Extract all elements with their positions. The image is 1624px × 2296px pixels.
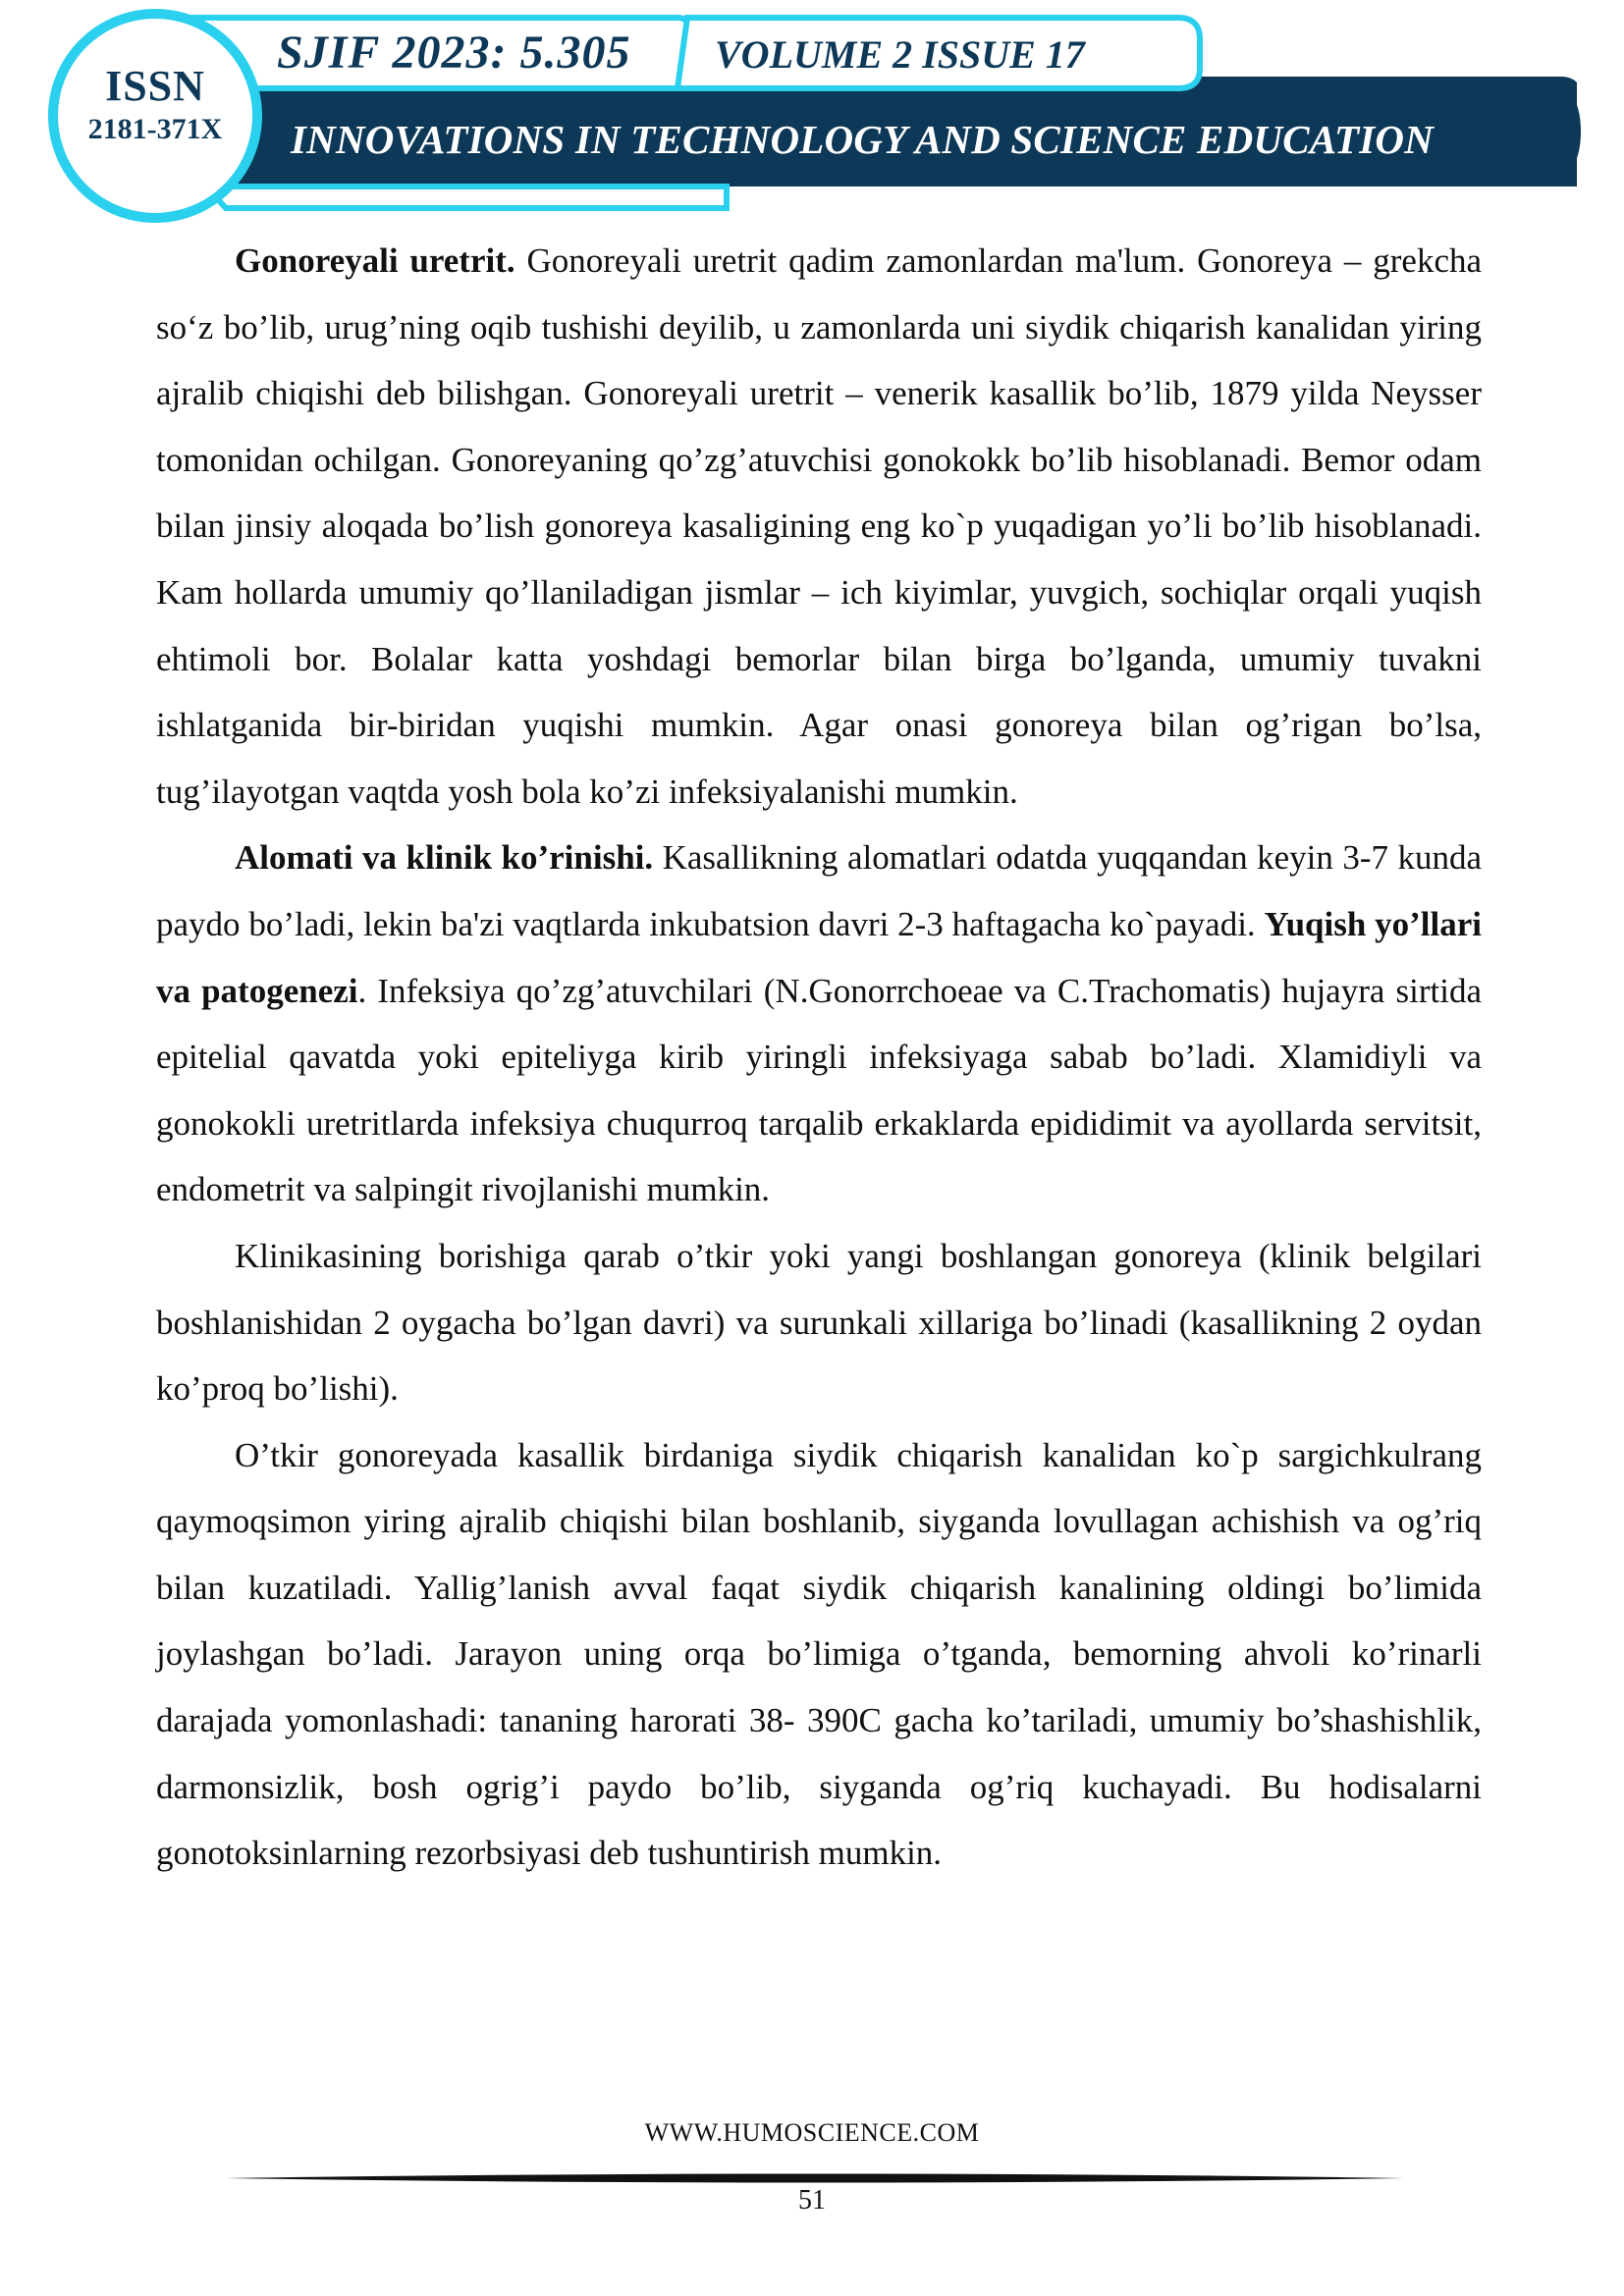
paragraph-classification: Klinikasining borishiga qarab o’tkir yoki yangi boshlangan gonoreya (klinik belgilari boshlanishidan 2 oygacha bo’lgan davri) va surunkali xillariga bo’linadi (kasallikning 2 oydan ko’proq bo’lishi). [156,1236,1482,1409]
footer-rule [226,2171,1404,2185]
issn-label: ISSN [105,62,205,110]
issn-badge [59,61,251,147]
paragraph-text: Gonoreyali uretrit qadim zamonlardan ma'lum. Gonoreya – grekcha so‘z bo’lib, urug’ning oqib tushishi deyilib, u zamonlarda uni siydik chiqarish kanalidan yiring ajralib chiqishi deb bilishgan. Gonoreyali uretrit – venerik kasallik bo’lib, 1879 yilda Neysser tomonidan ochilgan. Gonoreyaning qo’zg’atuvchisi gonokokk bo’lib hisoblanadi. Bemor odam bilan jinsiy aloqada bo’lish gonoreya kasaligining eng ko`p yuqadigan yo’li bo’lib hisoblanadi. Kam hollarda umumiy qo’llaniladigan jismlar – ich kiyimlar, yuvgich, sochiqlar orqali yuqish ehtimoli bor. Bolalar katta yoshdagi bemorlar bilan birga bo’lganda, umumiy tuvakni ishlatganida bir-biridan yuqishi mumkin. Agar onasi gonoreya bilan og’rigan bo’lsa, tug’ilayotgan vaqtda yosh bola ko’zi infeksiyalanishi mumkin. [156,241,1483,811]
article-body [156,228,1482,1887]
inline-heading-pathogenesis: Yuqish yo’llari va patogenezi [156,904,1482,1010]
paragraph-acute-gonorrhea: O’tkir gonoreyada kasallik birdaniga siydik chiqarish kanalidan ko`p sargichkulrang qaymoqsimon yiring ajralib chiqishi bilan boshlanib, siyganda lovullagan achishish va og’riq bilan kuzatiladi. Yallig’lanish avval faqat siydik chiqarish kanalining oldingi bo’limida joylashgan bo’ladi. Jarayon uning orqa bo’limiga o’tganda, bemorning ahvoli ko’rinarli darajada yomonlashadi: tananing harorati 38- 390C gacha ko’tariladi, umumiy bo’shashishlik, darmonsizlik, bosh ogrig’i paydo bo’lib, siyganda og’riq kuchayadi. Bu hodisalarni gonotoksinlarning rezorbsiyasi deb tushuntirish mumkin. [156,1435,1482,1873]
journal-header [0,0,1624,236]
paragraph-gonorrheal-urethritis [156,228,1482,825]
paragraph-text: . Infeksiya qo’zg’atuvchilari (N.Gonorrchoeae va C.Trachomatis) hujayra sirtida epitelial qavatda yoki epiteliyga kirib yiringli infeksiyaga sabab bo’ladi. Xlamidiyli va gonokokli uretritlarda infeksiya chuqurroq tarqalib erkaklarda epididimit va ayollarda servitsit, endometrit va salpingit rivojlanishi mumkin. [156,971,1482,1209]
journal-title: INNOVATIONS IN TECHNOLOGY AND SCIENCE EDUCATION [291,117,1435,162]
paragraph-symptoms [156,825,1482,1223]
footer-website: WWW.HUMOSCIENCE.COM [644,2118,980,2147]
page-number: 51 [798,2185,826,2216]
issn-number: 2181-371X [87,113,223,145]
paragraph-text: Kasallikning alomatlari odatda yuqqandan keyin 3-7 kunda paydo bo’ladi, lekin ba'zi vaqtlarda inkubatsion davri 2-3 haftagacha ko`payadi. [156,838,1483,943]
footer-rule-line [226,2174,1404,2183]
cyan-underline [206,187,727,208]
paragraph-heading: Gonoreyali uretrit. [235,241,515,280]
paragraph-heading: Alomati va klinik ko’rinishi. [235,838,654,878]
sjif-rating: SJIF 2023: 5.305 [277,27,631,79]
volume-issue: VOLUME 2 ISSUE 17 [715,32,1085,77]
